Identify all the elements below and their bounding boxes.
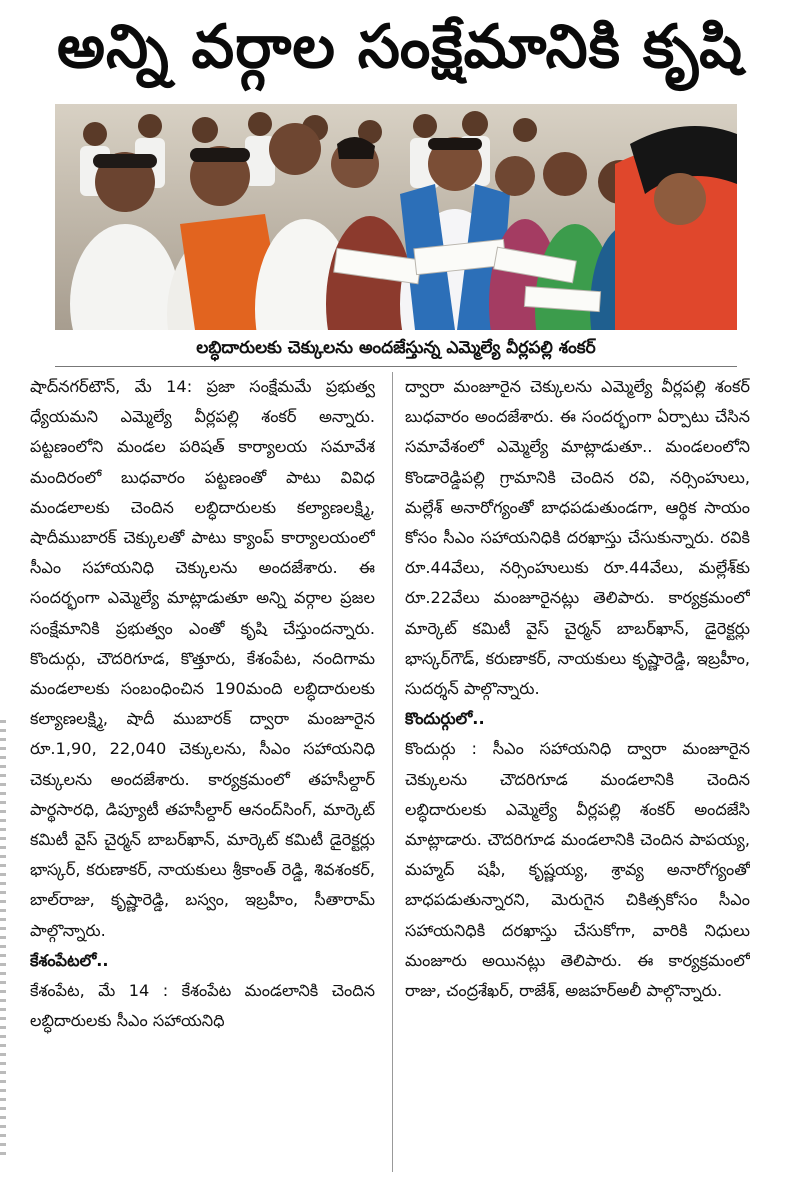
article-paragraph: కేశంపేట, మే 14 : కేశంపేట మండలానికి చెందిన లబ్ధిదారులకు సీఎం సహాయనిధి [30, 981, 375, 1031]
news-photo [55, 104, 737, 330]
article-column-right [405, 372, 750, 1174]
edge-marks [0, 720, 6, 1160]
article-paragraph: కొందుర్గు : సీఎం సహాయనిధి ద్వారా మంజూరైన చెక్కులను చౌదరిగూడ మండలానికి చెందిన లబ్ధిదారులకు ఎమ్మెల్యే వీర్లపల్లి శంకర్‌ అందజేసి మాట్లాడారు. చౌదరిగూడ మండలానికి చెందిన పాపయ్య, మహ్మద్‌ షఫీ, కృష్ణయ్య, శ్రావ్య అనారోగ్యంతో బాధపడుతున్నారని, మెరుగైన చికిత్సకోసం సీఎం సహాయనిధికి దరఖాస్తు చేసుకోగా, వారికి నిధులు మంజూరు అయినట్లు తెలిపారు. ఈ కార్యక్రమంలో రాజు, చంద్రశేఖర్‌, రాజేశ్‌, అజహర్‌అలీ పాల్గొన్నారు. [405, 739, 750, 1001]
news-photo-illustration [55, 104, 737, 330]
subheading-kondurgu: కొందుర్గులో.. [405, 709, 485, 729]
article-paragraph: ద్వారా మంజూరైన చెక్కులను ఎమ్మెల్యే వీర్లపల్లి శంకర్‌ బుధవారం అందజేశారు. ఈ సందర్భంగా ఏర్పాటు చేసిన సమావేశంలో ఎమ్మెల్యే మాట్లాడుతూ.. మండలంలోని కొండారెడ్డిపల్లి గ్రామానికి చెందిన రవి, నర్సింహులు, మల్లేశ్‌ అనారోగ్యంతో బాధపడుతుండగా, ఆర్థిక సాయం కోసం సీఎం సహాయనిధికి దరఖాస్తు చేసుకున్నారు. రవికి రూ.44వేలు, నర్సింహులుకు రూ.44వేలు, మల్లేశ్‌కు రూ.22వేలు మంజూరైనట్లు తెలిపారు. కార్యక్రమంలో మార్కెట్‌ కమిటీ వైస్‌ చైర్మన్‌ బాబర్‌ఖాన్‌, డైరెక్టర్లు భాస్కర్‌గౌడ్‌, కరుణాకర్‌, నాయకులు కృష్ణారెడ్డి, ఇబ్రహీం, సుదర్శన్‌ పాల్గొన్నారు. [405, 377, 750, 699]
article-column-left [30, 372, 375, 1174]
column-divider [392, 372, 393, 1172]
caption-rule [55, 366, 737, 367]
headline: అన్ని వర్గాల సంక్షేమానికి కృషి [57, 12, 743, 82]
article-paragraph: షాద్‌నగర్‌టౌన్‌, మే 14: ప్రజా సంక్షేమమే ప్రభుత్వ ధ్యేయమని ఎమ్మెల్యే వీర్లపల్లి శంకర్‌ అన్నారు. పట్టణంలోని మండల పరిషత్‌ కార్యాలయ సమావేశ మందిరంలో బుధవారం పట్టణంతో పాటు వివిధ మండలాలకు చెందిన లబ్ధిదారులకు కల్యాణలక్ష్మి, షాదీముబారక్‌ చెక్కులతో పాటు క్యాంప్‌ కార్యాలయంలో సీఎం సహాయనిధి చెక్కులను అందజేశారు. ఈ సందర్భంగా ఎమ్మెల్యే మాట్లాడుతూ అన్ని వర్గాల ప్రజల సంక్షేమానికి ప్రభుత్వం ఎంతో కృషి చేస్తుందన్నారు. కొందుర్గు, చౌదరిగూడ, కొత్తూరు, కేశంపేట, నందిగామ మండలాలకు సంబంధించిన 190మంది లబ్ధిదారులకు కల్యాణలక్ష్మి, షాదీ ముబారక్‌ ద్వారా మంజూరైన రూ.1,90, 22,040 చెక్కులను, సీఎం సహాయనిధి చెక్కులను అందజేశారు. కార్యక్రమంలో తహసీల్దార్‌ పార్థసారధి, డిప్యూటీ తహసీల్దార్‌ ఆనంద్‌సింగ్‌, మార్కెట్‌ కమిటీ వైస్‌ చైర్మన్‌ బాబర్‌ఖాన్‌, మార్కెట్‌ కమిటీ డైరెక్టర్లు భాస్కర్‌, కరుణాకర్‌, నాయకులు శ్రీకాంత్‌ రెడ్డి, శివశంకర్‌, బాల్‌రాజు, కృష్ణారెడ్డి, బస్వం, ఇబ్రహీం, సీతారామ్‌ పాల్గొన్నారు. [30, 377, 375, 940]
photo-caption: లబ్ధిదారులకు చెక్కులను అందజేస్తున్న ఎమ్మెల్యే వీర్లపల్లి శంకర్ [196, 338, 596, 358]
subheading-keshampet: కేశంపేటలో.. [30, 950, 109, 970]
